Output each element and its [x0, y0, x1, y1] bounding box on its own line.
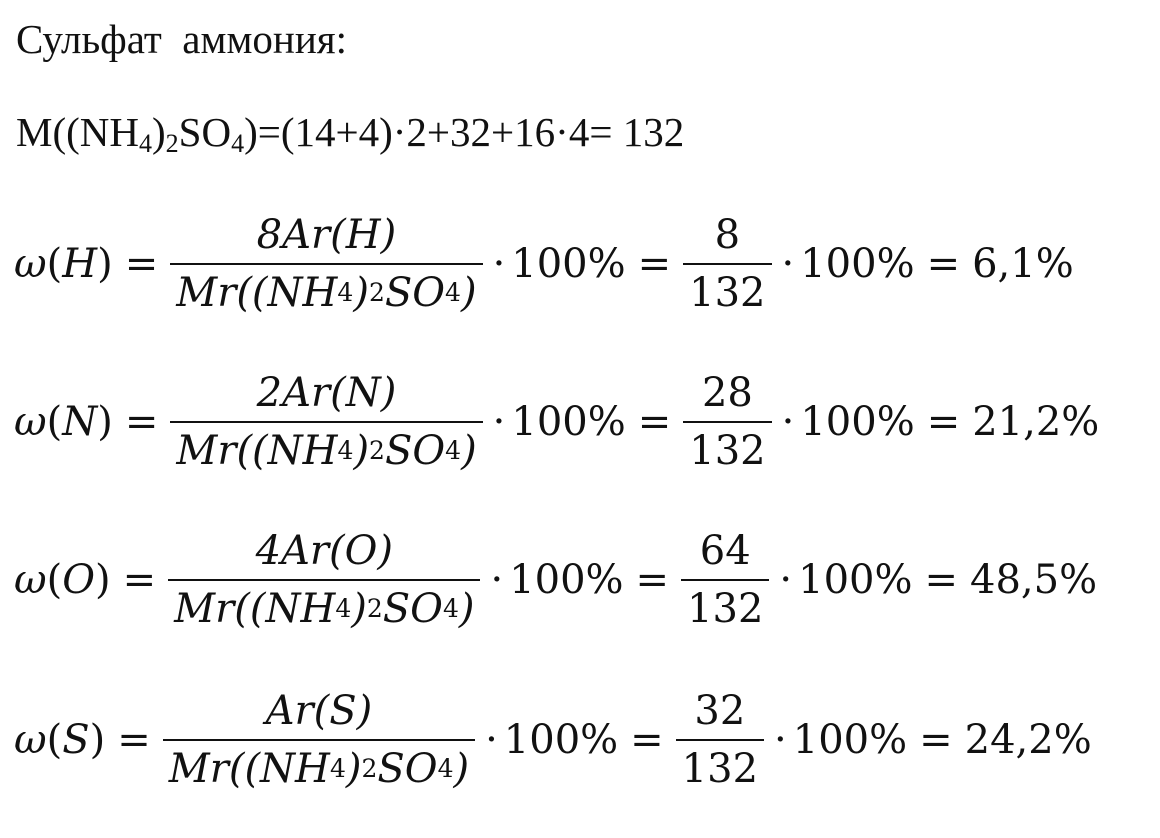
- equals-sign: =: [124, 399, 159, 445]
- equals-sign: =: [630, 717, 664, 763]
- formula-fraction: [170, 207, 482, 321]
- result-value: 24,2%: [964, 717, 1092, 763]
- mr-prefix: Mr((NH: [176, 428, 338, 474]
- percent-factor: 100%: [792, 717, 908, 763]
- fraction-numerator: 64: [699, 528, 751, 574]
- multiply-dot: ·: [779, 557, 793, 603]
- element-symbol: S: [62, 717, 90, 763]
- mr-sulfate: SO: [384, 428, 446, 474]
- equals-sign: =: [117, 717, 151, 763]
- molar-mass-subscript: 2: [165, 129, 179, 158]
- mr-paren: ): [353, 428, 370, 474]
- multiply-dot: ·: [490, 557, 504, 603]
- element-symbol: N: [62, 399, 98, 445]
- value-fraction: [676, 683, 764, 797]
- value-fraction: [683, 207, 771, 321]
- mass-fraction-equation-h: [14, 189, 1074, 339]
- formula-fraction: [170, 365, 482, 479]
- omega-symbol: ω: [14, 717, 47, 763]
- percent-factor: 100%: [798, 557, 913, 603]
- value-fraction: [681, 523, 769, 637]
- open-paren: (: [46, 717, 63, 763]
- page-heading: Сульфат аммония:: [16, 16, 348, 62]
- equals-sign: =: [635, 557, 670, 603]
- close-paren: ): [97, 399, 113, 445]
- multiply-dot: ·: [781, 399, 795, 445]
- equals-sign: =: [919, 717, 953, 763]
- fraction-numerator: 28: [701, 370, 753, 416]
- molar-mass-subscript: 4: [138, 129, 152, 158]
- percent-factor: 100%: [503, 717, 619, 763]
- fraction-denominator: Mr((NH 4 ) 2 SO 4 ): [170, 423, 482, 479]
- fraction-denominator: 132: [689, 270, 766, 316]
- multiply-dot: ·: [492, 399, 506, 445]
- fraction-numerator: 8: [714, 212, 741, 258]
- fraction-numerator: 4Ar(O): [255, 528, 394, 574]
- element-symbol: H: [62, 241, 98, 287]
- molar-mass-formula: [16, 106, 684, 158]
- equals-sign: =: [924, 557, 959, 603]
- mr-sulfate: SO: [384, 270, 446, 316]
- mr-prefix: Mr((NH: [174, 586, 336, 632]
- mr-close-paren: ): [461, 428, 477, 474]
- mass-fraction-equation-n: [14, 347, 1099, 497]
- mr-close-paren: ): [460, 270, 477, 316]
- formula-fraction: [163, 683, 475, 797]
- open-paren: (: [46, 557, 63, 603]
- mass-fraction-equation-s: [14, 665, 1092, 815]
- fraction-denominator: 132: [687, 586, 764, 632]
- close-paren: ): [97, 241, 113, 287]
- molar-mass-calculation: )=(14+4)·2+32+16·4= 132: [244, 109, 685, 155]
- mr-paren: ): [345, 746, 362, 792]
- mr-prefix: Mr((NH: [176, 270, 338, 316]
- omega-symbol: ω: [14, 241, 47, 287]
- equals-sign: =: [637, 399, 672, 445]
- multiply-dot: ·: [485, 717, 498, 763]
- formula-fraction: [168, 523, 480, 637]
- fraction-denominator: Mr((NH 4 ) 2 SO 4 ): [170, 265, 482, 321]
- percent-factor: 100%: [511, 399, 626, 445]
- fraction-denominator: 132: [689, 428, 766, 474]
- fraction-denominator: 132: [681, 746, 759, 792]
- result-value: 21,2%: [972, 399, 1100, 445]
- fraction-numerator: 32: [694, 688, 746, 734]
- mr-close-paren: ): [458, 586, 475, 632]
- mr-close-paren: ): [453, 746, 470, 792]
- fraction-numerator: 8Ar(H): [256, 212, 397, 258]
- percent-factor: 100%: [511, 241, 626, 287]
- fraction-denominator: Mr((NH 4 ) 2 SO 4 ): [168, 581, 480, 637]
- multiply-dot: ·: [774, 717, 787, 763]
- element-symbol: O: [62, 557, 96, 603]
- percent-factor: 100%: [800, 241, 915, 287]
- result-value: 48,5%: [970, 557, 1098, 603]
- equals-sign: =: [926, 241, 961, 287]
- equals-sign: =: [926, 399, 961, 445]
- close-paren: ): [95, 557, 111, 603]
- equals-sign: =: [124, 241, 159, 287]
- equals-sign: =: [637, 241, 672, 287]
- mr-prefix: Mr((NH: [168, 746, 330, 792]
- open-paren: (: [46, 241, 63, 287]
- multiply-dot: ·: [781, 241, 795, 287]
- molar-mass-prefix: M((NH: [16, 109, 139, 155]
- molar-mass-subscript: 4: [231, 129, 245, 158]
- fraction-numerator: Ar(S): [265, 688, 373, 734]
- fraction-denominator: Mr((NH 4 ) 2 SO 4 ): [163, 741, 475, 797]
- percent-factor: 100%: [800, 399, 915, 445]
- percent-factor: 100%: [509, 557, 624, 603]
- molar-mass-sulfate: SO: [178, 109, 232, 155]
- mr-paren: ): [351, 586, 367, 632]
- value-fraction: [683, 365, 771, 479]
- mass-fraction-equation-o: [14, 505, 1097, 655]
- omega-symbol: ω: [14, 557, 47, 603]
- mr-sulfate: SO: [382, 586, 443, 632]
- close-paren: ): [89, 717, 106, 763]
- mr-paren: ): [353, 270, 369, 316]
- equals-sign: =: [122, 557, 157, 603]
- omega-symbol: ω: [14, 399, 47, 445]
- fraction-numerator: 2Ar(N): [256, 370, 397, 416]
- mr-sulfate: SO: [377, 746, 438, 792]
- molar-mass-paren: ): [151, 109, 166, 155]
- multiply-dot: ·: [492, 241, 506, 287]
- open-paren: (: [46, 399, 63, 445]
- result-value: 6,1%: [972, 241, 1074, 287]
